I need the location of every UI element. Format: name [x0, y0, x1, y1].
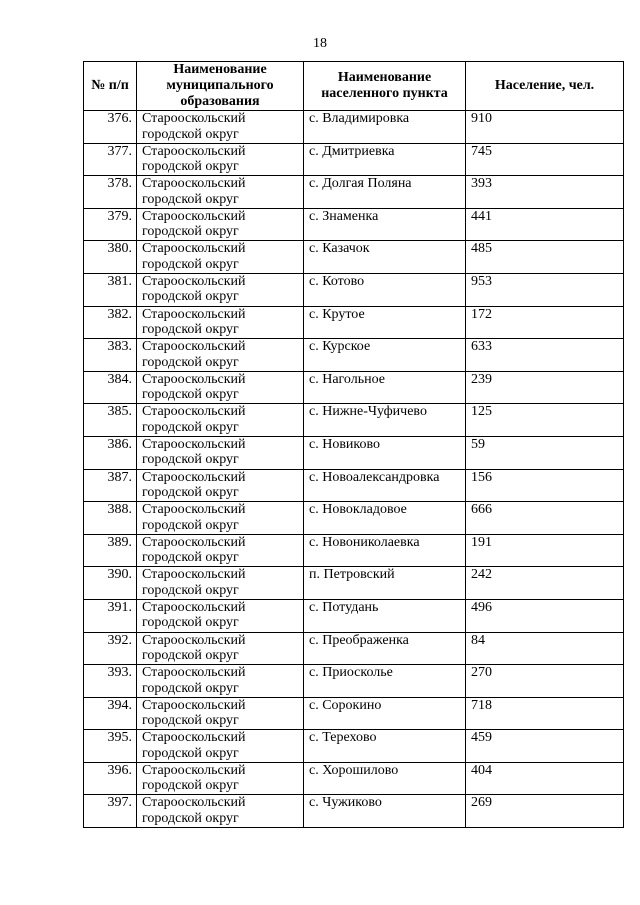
population-cell: 633	[466, 339, 624, 372]
table-row	[84, 111, 624, 144]
municipality-line2: городской округ	[142, 517, 239, 533]
population-cell: 59	[466, 436, 624, 469]
municipality-line2: городской округ	[142, 615, 239, 631]
table-row	[84, 143, 624, 176]
settlement-cell: п. Петровский	[304, 567, 466, 600]
municipality-line2: городской округ	[142, 810, 239, 826]
row-number: 395.	[84, 730, 137, 763]
municipality-line1: Старооскольский	[142, 697, 246, 713]
municipality-line1: Старооскольский	[142, 469, 246, 485]
row-number: 397.	[84, 795, 137, 828]
population-cell: 156	[466, 469, 624, 502]
municipality-line1: Старооскольский	[142, 371, 246, 387]
settlement-cell: с. Курское	[304, 339, 466, 372]
population-cell: 242	[466, 567, 624, 600]
row-number: 378.	[84, 176, 137, 209]
municipality-cell	[137, 436, 304, 469]
municipality-line1: Старооскольский	[142, 143, 246, 159]
municipality-cell	[137, 567, 304, 600]
table-row	[84, 273, 624, 306]
page-number: 18	[313, 36, 327, 51]
municipality-line2: городской округ	[142, 354, 239, 370]
settlement-cell: с. Новиково	[304, 436, 466, 469]
municipality-line1: Старооскольский	[142, 306, 246, 322]
table-row	[84, 208, 624, 241]
settlement-cell: с. Приосколье	[304, 665, 466, 698]
municipality-cell	[137, 762, 304, 795]
population-cell: 270	[466, 665, 624, 698]
row-number: 380.	[84, 241, 137, 274]
settlement-cell: с. Дмитриевка	[304, 143, 466, 176]
municipality-cell	[137, 665, 304, 698]
municipality-cell	[137, 273, 304, 306]
municipality-line2: городской округ	[142, 224, 239, 240]
population-cell: 441	[466, 208, 624, 241]
population-cell: 718	[466, 697, 624, 730]
row-number: 394.	[84, 697, 137, 730]
municipality-line1: Старооскольский	[142, 502, 246, 518]
row-number: 377.	[84, 143, 137, 176]
row-number: 386.	[84, 436, 137, 469]
settlement-cell: с. Долгая Поляна	[304, 176, 466, 209]
municipality-line1: Старооскольский	[142, 176, 246, 192]
settlement-cell: с. Казачок	[304, 241, 466, 274]
settlement-cell: с. Сорокино	[304, 697, 466, 730]
population-cell: 953	[466, 273, 624, 306]
settlement-cell: с. Чужиково	[304, 795, 466, 828]
population-cell: 404	[466, 762, 624, 795]
municipality-line1: Старооскольский	[142, 599, 246, 615]
municipality-line1: Старооскольский	[142, 567, 246, 583]
municipality-cell	[137, 241, 304, 274]
settlements-table	[83, 61, 624, 828]
municipality-line2: городской округ	[142, 387, 239, 403]
municipality-line2: городской округ	[142, 191, 239, 207]
table-row	[84, 436, 624, 469]
municipality-line1: Старооскольский	[142, 436, 246, 452]
municipality-line1: Старооскольский	[142, 795, 246, 811]
municipality-line2: городской округ	[142, 322, 239, 338]
population-cell: 485	[466, 241, 624, 274]
municipality-line1: Старооскольский	[142, 208, 246, 224]
municipality-line1: Старооскольский	[142, 111, 246, 126]
settlement-cell: с. Крутое	[304, 306, 466, 339]
population-cell: 496	[466, 599, 624, 632]
settlement-cell: с. Нижне-Чуфичево	[304, 404, 466, 437]
municipality-cell	[137, 208, 304, 241]
row-number: 392.	[84, 632, 137, 665]
row-number: 382.	[84, 306, 137, 339]
municipality-cell	[137, 599, 304, 632]
table-row	[84, 697, 624, 730]
table-row	[84, 762, 624, 795]
municipality-cell	[137, 632, 304, 665]
table-body	[84, 111, 624, 828]
header-population: Население, чел.	[466, 62, 624, 111]
table-row	[84, 176, 624, 209]
header-settlement: Наименование населенного пункта	[304, 62, 466, 111]
municipality-line2: городской округ	[142, 550, 239, 566]
table-row	[84, 502, 624, 535]
municipality-cell	[137, 339, 304, 372]
municipality-cell	[137, 502, 304, 535]
settlement-cell: с. Нагольное	[304, 371, 466, 404]
municipality-line2: городской округ	[142, 256, 239, 272]
municipality-line1: Старооскольский	[142, 404, 246, 420]
municipality-line1: Старооскольский	[142, 339, 246, 355]
row-number: 391.	[84, 599, 137, 632]
row-number: 385.	[84, 404, 137, 437]
population-cell: 84	[466, 632, 624, 665]
municipality-line1: Старооскольский	[142, 730, 246, 746]
population-cell: 125	[466, 404, 624, 437]
header-num: № п/п	[84, 62, 137, 111]
row-number: 383.	[84, 339, 137, 372]
municipality-line2: городской округ	[142, 289, 239, 305]
municipality-line2: городской округ	[142, 452, 239, 468]
municipality-line2: городской округ	[142, 419, 239, 435]
municipality-line2: городской округ	[142, 745, 239, 761]
population-cell: 269	[466, 795, 624, 828]
municipality-line2: городской округ	[142, 159, 239, 175]
population-cell: 239	[466, 371, 624, 404]
table-row	[84, 371, 624, 404]
population-cell: 459	[466, 730, 624, 763]
table-row	[84, 534, 624, 567]
row-number: 381.	[84, 273, 137, 306]
municipality-cell	[137, 534, 304, 567]
population-cell: 191	[466, 534, 624, 567]
municipality-cell	[137, 111, 304, 144]
municipality-line1: Старооскольский	[142, 241, 246, 257]
municipality-cell	[137, 795, 304, 828]
row-number: 388.	[84, 502, 137, 535]
population-cell: 172	[466, 306, 624, 339]
municipality-cell	[137, 697, 304, 730]
table-row	[84, 339, 624, 372]
settlement-cell: с. Новокладовое	[304, 502, 466, 535]
municipality-cell	[137, 730, 304, 763]
table-row	[84, 306, 624, 339]
settlement-cell: с. Новоалександровка	[304, 469, 466, 502]
row-number: 384.	[84, 371, 137, 404]
municipality-line1: Старооскольский	[142, 534, 246, 550]
settlement-cell: с. Новониколаевка	[304, 534, 466, 567]
row-number: 379.	[84, 208, 137, 241]
table-row	[84, 795, 624, 828]
table-header-row	[84, 62, 624, 111]
table-row	[84, 665, 624, 698]
settlement-cell: с. Котово	[304, 273, 466, 306]
municipality-line2: городской округ	[142, 680, 239, 696]
settlement-cell: с. Знаменка	[304, 208, 466, 241]
population-cell: 910	[466, 111, 624, 144]
municipality-line2: городской округ	[142, 582, 239, 598]
municipality-line1: Старооскольский	[142, 632, 246, 648]
municipality-cell	[137, 176, 304, 209]
row-number: 376.	[84, 111, 137, 144]
municipality-line1: Старооскольский	[142, 665, 246, 681]
municipality-cell	[137, 469, 304, 502]
municipality-line1: Старооскольский	[142, 762, 246, 778]
municipality-cell	[137, 306, 304, 339]
header-municipality: Наименование муниципального образования	[137, 62, 304, 111]
settlement-cell: с. Владимировка	[304, 111, 466, 144]
municipality-cell	[137, 371, 304, 404]
row-number: 390.	[84, 567, 137, 600]
municipality-line2: городской округ	[142, 126, 239, 142]
population-cell: 393	[466, 176, 624, 209]
municipality-line2: городской округ	[142, 713, 239, 729]
row-number: 387.	[84, 469, 137, 502]
table-row	[84, 599, 624, 632]
table-row	[84, 567, 624, 600]
table-row	[84, 241, 624, 274]
row-number: 396.	[84, 762, 137, 795]
settlement-cell: с. Терехово	[304, 730, 466, 763]
table-row	[84, 469, 624, 502]
settlement-cell: с. Преображенка	[304, 632, 466, 665]
settlement-cell: с. Хорошилово	[304, 762, 466, 795]
row-number: 393.	[84, 665, 137, 698]
municipality-cell	[137, 404, 304, 437]
settlement-cell: с. Потудань	[304, 599, 466, 632]
municipality-cell	[137, 143, 304, 176]
population-cell: 745	[466, 143, 624, 176]
table-row	[84, 632, 624, 665]
municipality-line2: городской округ	[142, 778, 239, 794]
table-row	[84, 730, 624, 763]
population-cell: 666	[466, 502, 624, 535]
municipality-line2: городской округ	[142, 485, 239, 501]
table-row	[84, 404, 624, 437]
municipality-line1: Старооскольский	[142, 273, 246, 289]
municipality-line2: городской округ	[142, 648, 239, 663]
row-number: 389.	[84, 534, 137, 567]
